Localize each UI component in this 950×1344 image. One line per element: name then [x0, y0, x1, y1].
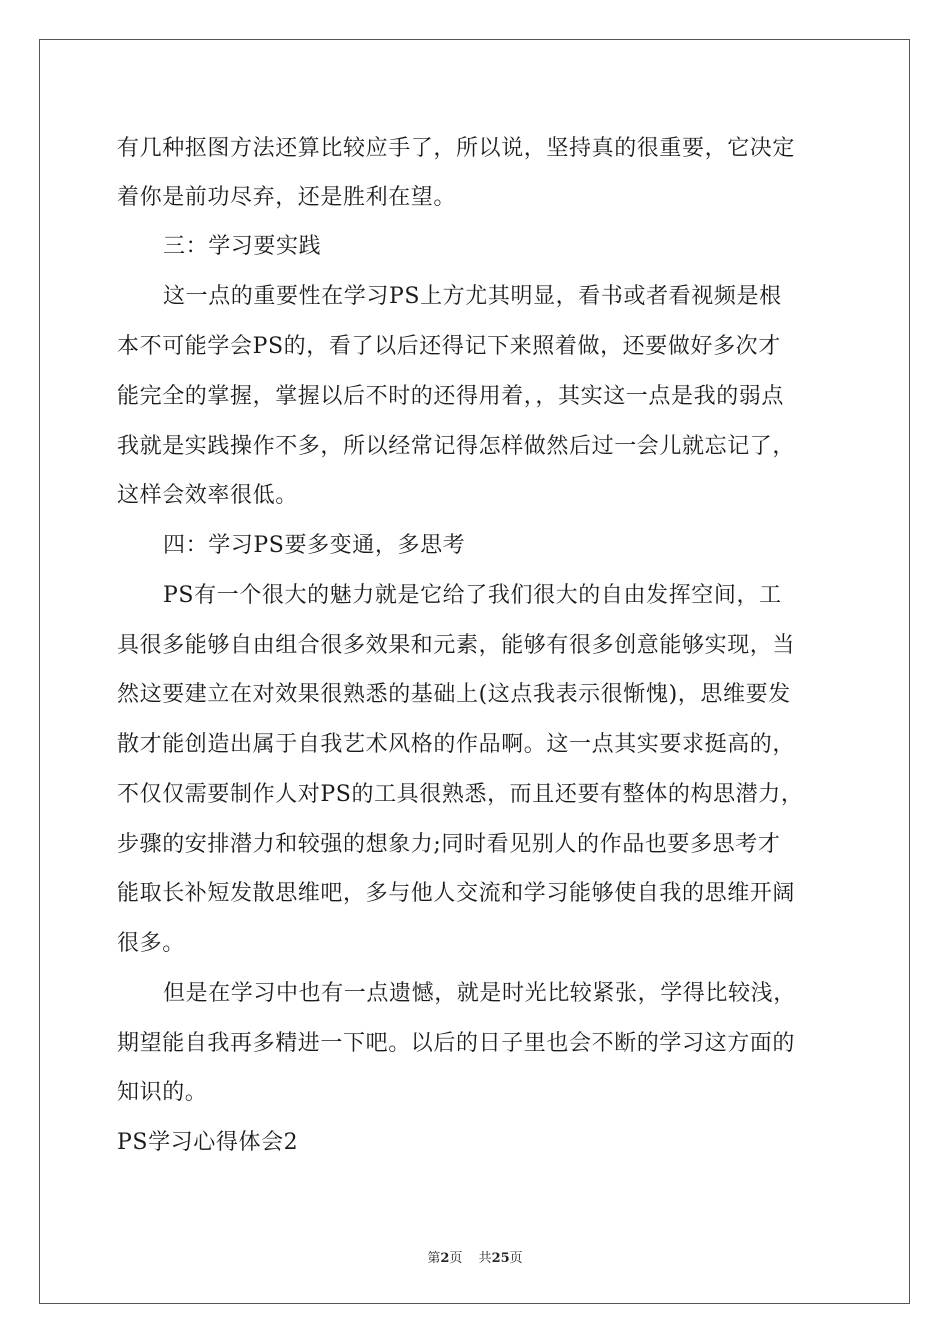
section-heading: 四：学习PS要多变通，多思考 — [163, 533, 466, 558]
paragraph-line: 这样会效率很低。 — [117, 483, 298, 508]
paragraph-line: 有几种抠图方法还算比较应手了，所以说，坚持真的很重要，它决定 — [117, 136, 796, 161]
paragraph-line: 我就是实践操作不多，所以经常记得怎样做然后过一会儿就忘记了， — [117, 434, 796, 459]
paragraph-line: 不仅仅需要制作人对PS的工具很熟悉，而且还要有整体的构思潜力， — [117, 782, 804, 807]
page-footer — [0, 1250, 950, 1268]
paragraph-line: 本不可能学会PS的，看了以后还得记下来照着做，还要做好多次才 — [117, 334, 781, 359]
paragraph-line: 知识的。 — [117, 1080, 208, 1105]
paragraph-line: 但是在学习中也有一点遗憾，就是时光比较紧张，学得比较浅， — [163, 981, 796, 1006]
paragraph-line: 能完全的掌握，掌握以后不时的还得用着，，其实这一点是我的弱点 — [117, 384, 785, 409]
page-total: 共25页 — [478, 1251, 523, 1266]
paragraph-line: 散才能创造出属于自我艺术风格的作品啊。这一点其实要求挺高的， — [117, 732, 796, 757]
page-border — [39, 39, 910, 1304]
paragraph-line: PS有一个很大的魅力就是它给了我们很大的自由发挥空间，工 — [163, 583, 782, 608]
paragraph-line: 步骤的安排潜力和较强的想象力;同时看见别人的作品也要多思考才 — [117, 832, 781, 857]
article-title: PS学习心得体会2 — [117, 1130, 299, 1155]
paragraph-line: 能取长补短发散思维吧，多与他人交流和学习能够使自我的思维开阔 — [117, 881, 796, 906]
paragraph-line: 这一点的重要性在学习PS上方尤其明显，看书或者看视频是根 — [163, 284, 782, 309]
page-number: 第2页 — [427, 1251, 463, 1266]
paragraph-line: 期望能自我再多精进一下吧。以后的日子里也会不断的学习这方面的 — [117, 1031, 796, 1056]
paragraph-line: 然这要建立在对效果很熟悉的基础上(这点我表示很惭愧)，思维要发 — [117, 682, 791, 707]
paragraph-line: 具很多能够自由组合很多效果和元素，能够有很多创意能够实现，当 — [117, 633, 796, 658]
paragraph-line: 着你是前功尽弃，还是胜利在望。 — [117, 185, 457, 210]
paragraph-line: 很多。 — [117, 931, 185, 956]
section-heading: 三：学习要实践 — [163, 234, 322, 259]
